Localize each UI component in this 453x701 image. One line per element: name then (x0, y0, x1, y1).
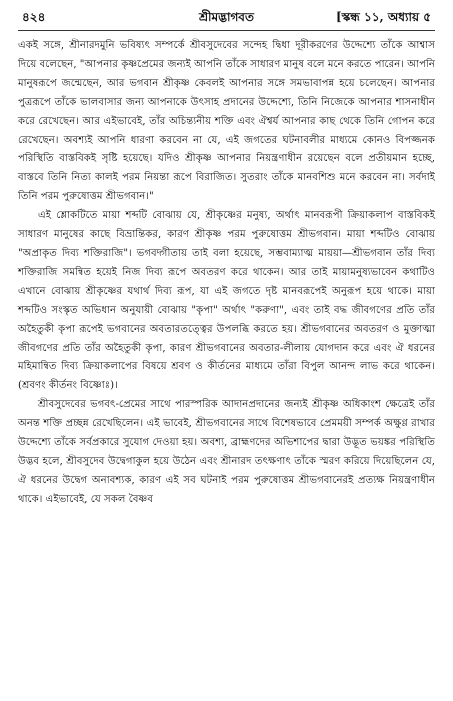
book-title: শ্রীমদ্ভাগবত (198, 10, 254, 24)
page-number: ৪২৪ (22, 10, 46, 24)
paragraph-2: এই শ্লোকটিতে মায়া শব্দটি বোঝায় যে, শ্রীকৃষ্ণের মনুষ্য, অর্থাৎ মানবরূপী ক্রিয়াকলাপ বাস্তবিকই সাধারণ মানুষের কাছে বিভ্রান্তিকর, কারণ শ্রীকৃষ্ণ পরম পুরুষোত্তম শ্রীভগবান। মায়া শব্দটিও বোঝায় "অপ্রাকৃত দিব্য শক্তিরাজি"। ভগবদ্গীতায় তাই বলা হয়েছে, সম্ভবাম্যাত্ম মায়য়া—শ্রীভগবান তাঁর দিব্য শক্তিরাজি সমন্বিত হয়েই নিজ দিব্য রূপে অবতরণ করে থাকেন। আর তাই মায়ামনুষ্যভাবেন কথাটিও এখানে বোঝায় শ্রীকৃষ্ণের যথার্থ দিব্য রূপ, যা এই জগতে দৃষ্ট মানবরূপেই অনুরূপ হয়ে থাকে। মায়া শব্দটিও সংস্কৃত অভিধান অনুযায়ী বোঝায় "কৃপা" অর্থাৎ "করুণা", এবং তাই বদ্ধ জীবগণের প্রতি তাঁর অহৈতুকী কৃপা রূপেই ভগবানের অবতারতত্ত্বের উপলব্ধি করতে হয়। শ্রীভগবানের অবতরণ ও মুক্তাত্মা জীবগণের প্রতি তাঁর অহৈতুকী কৃপা, কারণ শ্রীভগবানের অবতার-লীলায় যোগদান করে এবং ঐ ধরনের মহিমান্বিত দিব্য ক্রিয়াকলাপের বিষয়ে শ্রবণ ও কীর্তনের মাধ্যমে তাঁরা বিপুল আনন্দ লাভ করে থাকেন। (শ্রবণং কীর্তনং বিষ্ণোঃ)। (18, 210, 435, 392)
page-header (18, 6, 435, 28)
section-reference: [স্কন্ধ ১১, অধ্যায় ৫ (335, 10, 431, 24)
paragraph-1: একই সঙ্গে, শ্রীনারদমুনি ভবিষ্যৎ সম্পর্কে শ্রীবসুদেবের সন্দেহ দ্বিধা দূরীকরণের উদ্দেশ্যে তাঁকে আশ্বাস দিয়ে বলেছেন, "আপনার কৃষ্ণপ্রেমের জন্যই আপনি তাঁকে সাধারণ মানুষ বলে মনে করতে পারেন। আপনি মানুষরূপে জন্মেছেন, আর ভগবান শ্রীকৃষ্ণ কেবলই আপনার সঙ্গে সমভাবাপন্ন হয়ে চলেছেন। আপনার পুত্ররূপে তাঁকে ভালবাসার জন্য আপনাকে উৎসাহ প্রদানের উদ্দেশ্যে, তিনি নিজেকে আপনার শাসনাধীন করে রেখেছেন। আর এইভাবেই, তাঁর অচিন্ত্যনীয় শক্তি এবং ঐশ্বর্য আপনার কাছ থেকে তিনি গোপন করে রেখেছেন। অবশ্যই আপনি ধারণা করবেন না যে, এই জগতের ঘটনাবলীর মাধ্যমে কোনও বিপজ্জনক পরিস্থিতি বাস্তবিকই সৃষ্টি হয়েছে। যদিও শ্রীকৃষ্ণ আপনার নিয়ন্ত্রণাধীন রয়েছেন বলে প্রতীয়মান হচ্ছে, বাস্তবে তিনি নিত্য কালই পরম নিয়ন্তা রূপে বিরাজিত। সুতরাং তাঁকে মানবশিশু মনে করবেন না। সর্বদাই তিনি পরম পুরুষোত্তম শ্রীভগবান।" (18, 40, 435, 203)
body-text (18, 37, 435, 510)
paragraph-3: শ্রীবসুদেবের ভগবৎ-প্রেমের সাথে পারস্পরিক আদানপ্রদানের জন্যই শ্রীকৃষ্ণ অধিকাংশ ক্ষেত্রেই তাঁর অনন্ত শক্তি প্রচ্ছন্ন রেখেছিলেন। এই ভাবেই, শ্রীভগবানের সাথে বিশেষভাবে প্রেমময়ী সম্পর্ক অক্ষুণ্ণ রাখার উদ্দেশ্যে তাঁকে সর্বপ্রকারে সুযোগ দেওয়া হয়। অবশ্য, ব্রাহ্মণদের অভিশাপের দ্বারা উদ্ভূত ভয়ঙ্কর পরিস্থিতি উদ্ভব হলে, শ্রীবসুদেব উদ্বেগাকুল হয়ে উঠেন এবং শ্রীনারদ তৎক্ষণাৎ তাঁকে স্মরণ করিয়ে দিয়েছিলেন যে, ঐ ধরনের উদ্বেগ অনাবশ্যক, কারণ এই সব ঘটনাই পরম পুরুষোত্তম শ্রীভগবানেরই প্রত্যক্ষ নিয়ন্ত্রণাধীন থাকে। এইভাবেই, যে সকল বৈষ্ণব (18, 399, 435, 505)
header-divider (18, 30, 435, 31)
